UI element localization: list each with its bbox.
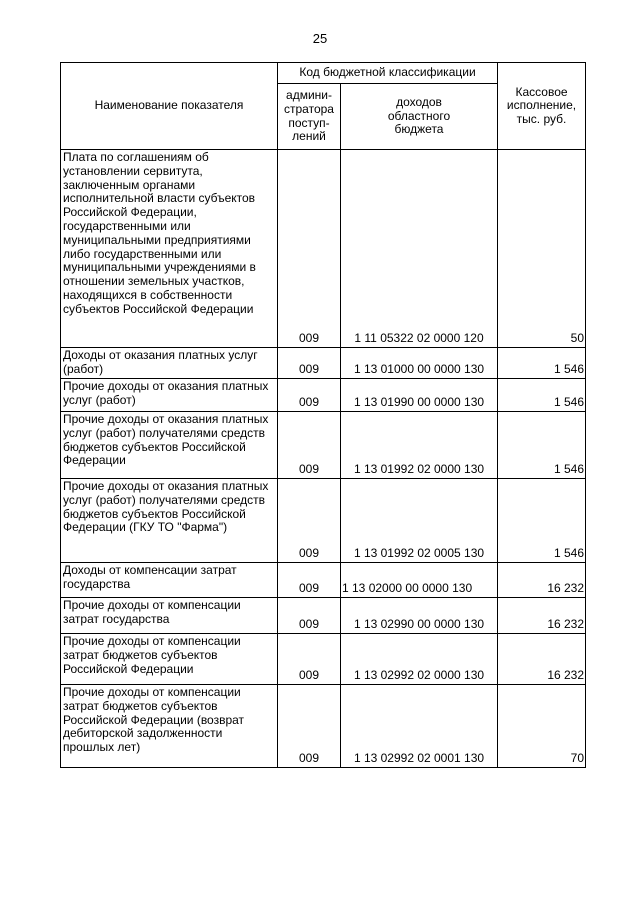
header-code-group: Код бюджетной классификации bbox=[278, 63, 498, 84]
header-income-column: доходов областного бюджета bbox=[341, 84, 498, 150]
row-name-cell: Прочие доходы от компенсации затрат бюджетов субъектов Российской Федерации bbox=[61, 634, 278, 685]
row-code-cell: 1 13 01990 00 0000 130 bbox=[341, 379, 498, 412]
table-row bbox=[61, 634, 586, 685]
row-amount-cell: 1 546 bbox=[498, 479, 586, 563]
row-code-cell: 1 13 02990 00 0000 130 bbox=[341, 598, 498, 634]
row-admin-cell: 009 bbox=[278, 479, 341, 563]
row-amount-cell: 70 bbox=[498, 685, 586, 768]
budget-table bbox=[60, 62, 586, 768]
row-code-cell: 1 11 05322 02 0000 120 bbox=[341, 150, 498, 348]
header-execution-column: Кассовое исполнение, тыс. руб. bbox=[498, 63, 586, 150]
row-amount-cell: 1 546 bbox=[498, 348, 586, 379]
row-admin-cell: 009 bbox=[278, 685, 341, 768]
row-amount-cell: 1 546 bbox=[498, 412, 586, 479]
row-admin-cell: 009 bbox=[278, 563, 341, 598]
row-admin-cell: 009 bbox=[278, 379, 341, 412]
row-amount-cell: 50 bbox=[498, 150, 586, 348]
row-admin-cell: 009 bbox=[278, 150, 341, 348]
table-row bbox=[61, 563, 586, 598]
table-row bbox=[61, 348, 586, 379]
row-name-cell: Плата по соглашениям об установлении сервитута, заключенным органами исполнительной власти субъектов Российской Федерации, государственными или муниципальными предприятиями либо государственными или муниципальными учреждениями в отношении земельных участков, находящихся в собственности субъектов Российской Федерации bbox=[61, 150, 278, 348]
row-name-cell: Доходы от компенсации затрат государства bbox=[61, 563, 278, 598]
row-code-cell: 1 13 02000 00 0000 130 bbox=[341, 563, 498, 598]
row-name-cell: Прочие доходы от компенсации затрат государства bbox=[61, 598, 278, 634]
row-name-cell: Прочие доходы от оказания платных услуг (работ) получателями средств бюджетов субъектов Российской Федерации bbox=[61, 412, 278, 479]
table-row bbox=[61, 598, 586, 634]
row-amount-cell: 16 232 bbox=[498, 563, 586, 598]
row-admin-cell: 009 bbox=[278, 348, 341, 379]
row-code-cell: 1 13 01992 02 0005 130 bbox=[341, 479, 498, 563]
row-code-cell: 1 13 01992 02 0000 130 bbox=[341, 412, 498, 479]
page-number: 25 bbox=[312, 31, 328, 46]
row-code-cell: 1 13 02992 02 0000 130 bbox=[341, 634, 498, 685]
table-row bbox=[61, 685, 586, 768]
table-row bbox=[61, 379, 586, 412]
header-name-column: Наименование показателя bbox=[61, 63, 278, 150]
row-amount-cell: 16 232 bbox=[498, 634, 586, 685]
row-admin-cell: 009 bbox=[278, 634, 341, 685]
row-name-cell: Прочие доходы от оказания платных услуг (работ) bbox=[61, 379, 278, 412]
row-amount-cell: 1 546 bbox=[498, 379, 586, 412]
row-name-cell: Прочие доходы от компенсации затрат бюджетов субъектов Российской Федерации (возврат дебиторской задолженности прошлых лет) bbox=[61, 685, 278, 768]
row-name-cell: Прочие доходы от оказания платных услуг (работ) получателями средств бюджетов субъектов Российской Федерации (ГКУ ТО "Фарма") bbox=[61, 479, 278, 563]
table-row bbox=[61, 150, 586, 348]
table-row bbox=[61, 412, 586, 479]
row-admin-cell: 009 bbox=[278, 412, 341, 479]
row-code-cell: 1 13 01000 00 0000 130 bbox=[341, 348, 498, 379]
row-amount-cell: 16 232 bbox=[498, 598, 586, 634]
header-admin-column: админи- стратора поступ- лений bbox=[278, 84, 341, 150]
table-row bbox=[61, 479, 586, 563]
row-code-cell: 1 13 02992 02 0001 130 bbox=[341, 685, 498, 768]
row-admin-cell: 009 bbox=[278, 598, 341, 634]
row-name-cell: Доходы от оказания платных услуг (работ) bbox=[61, 348, 278, 379]
